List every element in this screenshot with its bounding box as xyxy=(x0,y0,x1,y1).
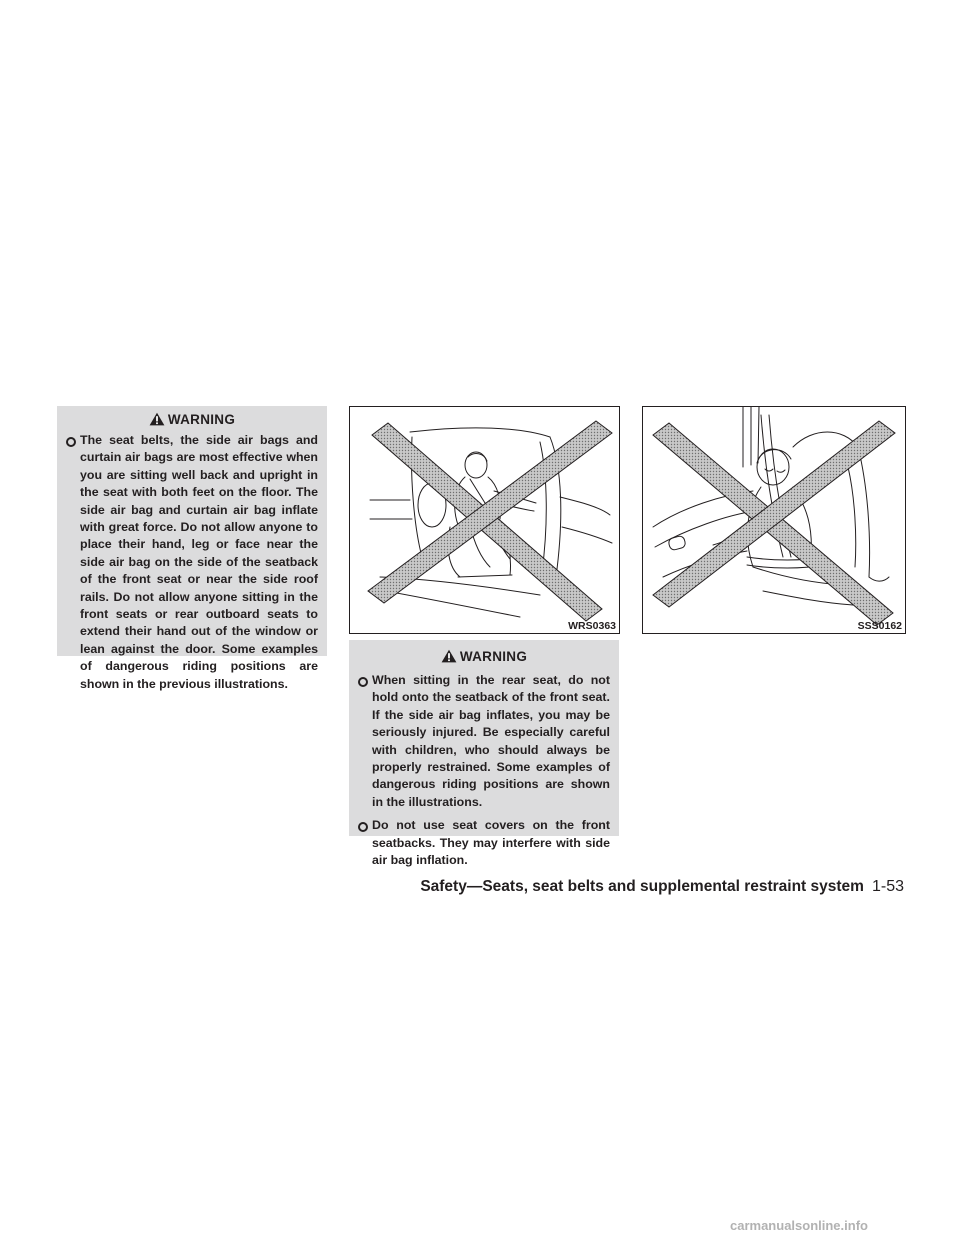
warning-heading xyxy=(57,406,327,432)
warning-body xyxy=(349,672,619,869)
illustration-person-leaning-on-door xyxy=(350,407,619,633)
section-title: Safety—Seats, seat belts and supplemental restraint system xyxy=(420,878,864,895)
warning-box-left xyxy=(57,406,327,691)
warning-item xyxy=(357,817,610,869)
warning-title: WARNING xyxy=(459,648,528,664)
warning-item xyxy=(357,672,610,811)
illustration-child-sleeping-against-door xyxy=(643,407,905,633)
warning-heading xyxy=(349,640,619,672)
figure-wrs0363 xyxy=(349,406,620,634)
warning-item xyxy=(65,432,318,693)
bullet-icon xyxy=(358,822,368,832)
page-footer xyxy=(0,878,960,896)
figure-sss0162 xyxy=(642,406,906,634)
bullet-icon xyxy=(358,677,368,687)
warning-triangle-icon xyxy=(441,649,457,663)
figure-code: SSS0162 xyxy=(857,620,902,632)
warning-item-text: Do not use seat covers on the front seatbacks. They may interfere with side air bag inflation. xyxy=(372,818,610,868)
warning-triangle-icon xyxy=(149,412,165,426)
warning-item-text: The seat belts, the side air bags and curtain air bags are most effective when you are sitting well back and upright in the seat with both feet on the floor. The side air bag and curtain air bag inflate with great force. Do not allow anyone to place their hand, leg or face near the side air bag on the side of the seatback of the front seat or near the side roof rails. Do not allow anyone sitting in the front seats or rear outboard seats to extend their hand out of the window or lean against the door. Some examples of dangerous riding positions are shown in the previous illustrations. xyxy=(80,433,318,691)
warning-body xyxy=(57,432,327,693)
watermark: carmanualsonline.info xyxy=(730,1218,868,1233)
warning-item-text: When sitting in the rear seat, do not hold onto the seatback of the front seat. If the side air bag inflates, you may be seriously injured. Be especially careful with children, who should always be properly restrained. Some examples of dangerous riding positions are shown in the illustrations. xyxy=(372,673,610,809)
bullet-icon xyxy=(66,437,76,447)
page-number: 1-53 xyxy=(871,878,904,895)
figure-code: WRS0363 xyxy=(568,620,616,632)
warning-box-right xyxy=(349,640,619,868)
warning-title: WARNING xyxy=(167,411,236,427)
